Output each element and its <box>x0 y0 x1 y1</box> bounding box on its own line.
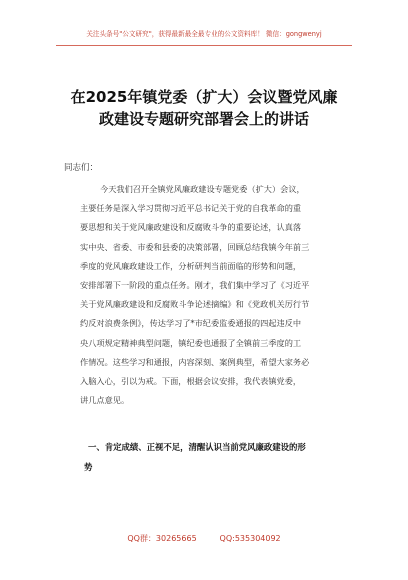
section-heading-1 <box>84 438 344 477</box>
title-line-1: 在2025年镇党委（扩大）会议暨党风廉 <box>70 88 338 106</box>
paragraph-line: 要思想和关于党风廉政建设和反腐败斗争的重要论述，认真落 <box>80 222 302 233</box>
section-heading-line-2: 势 <box>84 461 93 472</box>
paragraph-line: 安排部署下一阶段的重点任务。刚才，我们集中学习了《习近平 <box>80 280 310 291</box>
salutation: 同志们： <box>64 163 99 173</box>
header-divider <box>56 45 352 46</box>
footer-contact: QQ群：30265665 QQ:535304092 <box>127 534 281 543</box>
paragraph-line: 入脑入心，引以为戒。下面，根据会议安排，我代表镇党委， <box>80 376 302 387</box>
header-banner: 关注头条号"公文研究"，获得最新最全最专业的公文资料库！ 微信：gongwenyj <box>86 30 322 38</box>
paragraph-line: 作情况。这些学习和通报，内容深刻、案例典型，希望大家务必 <box>80 356 310 367</box>
paragraph-line: 主要任务是深入学习贯彻习近平总书记关于党的自我革命的重 <box>80 203 302 214</box>
paragraph-line: 关于党风廉政建设和反腐败斗争论述摘编》和《党政机关厉行节 <box>80 299 310 310</box>
document-title <box>0 86 408 130</box>
title-line-2: 政建设专题研究部署会上的讲话 <box>98 110 309 128</box>
paragraph-line: 约反对浪费条例》，传达学习了*市纪委监委通报的四起违反中 <box>80 318 302 329</box>
body-paragraph <box>80 180 340 410</box>
paragraph-line: 今天我们召开全镇党风廉政建设专题党委（扩大）会议， <box>100 184 305 194</box>
section-heading-line-1: 一、肯定成绩、正视不足，清醒认识当前党风廉政建设的形 <box>88 442 306 452</box>
paragraph-line: 实中央、省委、市委和县委的决策部署，回顾总结我镇今年前三 <box>80 241 310 252</box>
paragraph-line: 季度的党风廉政建设工作，分析研判当前面临的形势和问题， <box>80 260 302 271</box>
paragraph-line: 讲几点意见。 <box>80 395 130 406</box>
paragraph-line: 央八项规定精神典型问题，镇纪委也通报了全镇前三季度的工 <box>80 337 302 348</box>
